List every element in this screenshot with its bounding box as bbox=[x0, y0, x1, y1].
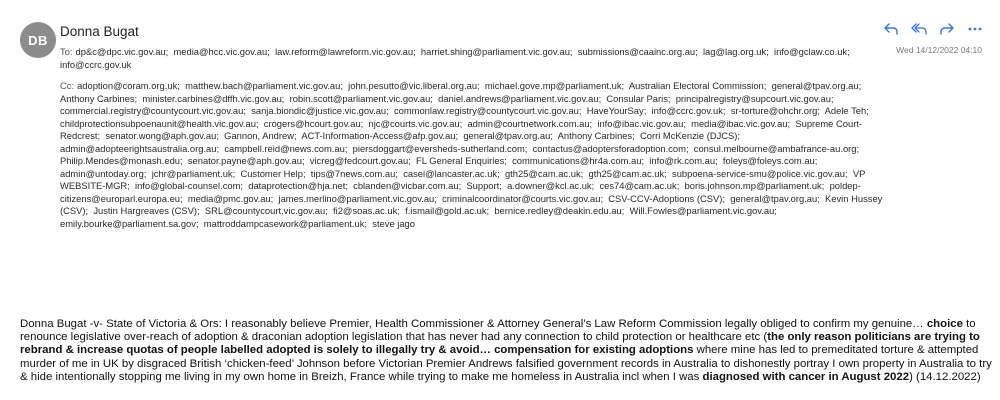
recipient-address[interactable]: info@ibac.vic.gov.au; bbox=[597, 117, 686, 129]
recipient-address[interactable]: HaveYourSay; bbox=[586, 105, 647, 116]
recipient-address[interactable]: Adele Teh; bbox=[824, 105, 869, 116]
recipient-address[interactable]: Justin Hargreaves (CSV); bbox=[93, 205, 200, 216]
recipient-address[interactable]: casei@lancaster.ac.uk; bbox=[403, 167, 500, 179]
recipient-address[interactable]: subpoena-service-smu@police.vic.gov.au; bbox=[672, 167, 848, 179]
recipient-address[interactable]: sanja.biondic@justice.vic.gov.au; bbox=[251, 105, 389, 116]
emphasis-text: choice bbox=[926, 318, 963, 330]
recipient-address[interactable]: Consular Paris; bbox=[606, 92, 671, 104]
recipient-address[interactable]: consul.melbourne@ambafrance-au.org; bbox=[693, 142, 860, 154]
recipient-address[interactable]: law.reform@lawreform.vic.gov.au; bbox=[275, 46, 416, 57]
recipient-address[interactable]: michael.gove.mp@parliament.uk; bbox=[484, 80, 625, 91]
recipient-address[interactable]: Corri McKenzie (DJCS); bbox=[640, 130, 741, 141]
recipient-address[interactable]: CSV-CCV-Adoptions (CSV); bbox=[608, 192, 725, 204]
cc-label: Cc: bbox=[60, 80, 75, 91]
recipient-address[interactable]: Supreme Court-Redcrest; bbox=[60, 117, 863, 141]
recipient-address[interactable]: john.pesutto@vic.liberal.org.au; bbox=[348, 80, 480, 91]
reply-icon[interactable] bbox=[882, 21, 900, 37]
recipient-address[interactable]: a.downer@kcl.ac.uk; bbox=[507, 180, 595, 191]
to-label: To: bbox=[60, 46, 73, 57]
recipient-address[interactable]: ACT-Information-Access@afp.gov.au; bbox=[301, 130, 459, 141]
recipient-address[interactable]: Gannon, Andrew; bbox=[224, 130, 297, 141]
recipient-address[interactable]: Anthony Carbines; bbox=[60, 92, 138, 104]
recipient-address[interactable]: info@gclaw.co.uk; bbox=[774, 46, 850, 57]
recipient-address[interactable]: fi2@soas.ac.uk; bbox=[333, 205, 400, 216]
body-text: ) (14.12.2022) bbox=[909, 370, 981, 383]
recipient-address[interactable]: VP WEBSITE-MGR; bbox=[60, 167, 866, 191]
recipient-address[interactable]: Kevin Hussey (CSV); bbox=[60, 192, 883, 216]
message-actions bbox=[882, 21, 984, 37]
recipient-address[interactable]: adoption@coram.org.uk; bbox=[77, 80, 180, 91]
recipient-address[interactable]: principalregistry@supcourt.vic.gov.au; bbox=[675, 92, 834, 104]
recipient-address[interactable]: FL General Enquiries; bbox=[416, 155, 507, 166]
recipient-address[interactable]: f.ismail@gold.ac.uk; bbox=[405, 205, 490, 216]
recipient-address[interactable]: minister.carbines@dffh.vic.gov.au; bbox=[142, 92, 285, 104]
body-text: Donna Bugat -v- State of Victoria & Ors: I reasonably believe Premier, Health Commissioner & Attorney General’s Law Reform Commission legally obliged to confirm my genuine… bbox=[20, 318, 927, 330]
to-recipients bbox=[60, 46, 888, 71]
recipient-address[interactable]: boris.johnson.mp@parliament.uk; bbox=[684, 180, 825, 191]
body-text: where mine has led to premeditated torture & attempted murder of me in UK by disgraced British ‘chicken-feed’ Johnson before Victorian Premier Andrews falsified government records in Australia to dishonestly portray I own property in Australia to try & hide intentionally stopping me living in my own home in Breizh, France while trying to make me homeless in Australia incl when I was bbox=[20, 344, 992, 383]
emphasis-text: the only reason politicians are trying to rebrand & increase quotas of people labelled adopted is solely to illegally try & avoid… compensation for existing adoptions bbox=[20, 331, 980, 357]
recipient-address[interactable]: childprotectionsubpoenaunit@health.vic.gov.au; bbox=[60, 117, 259, 129]
recipient-address[interactable]: gth25@cam.ac.uk; bbox=[504, 167, 584, 179]
recipient-address[interactable]: communications@hr4a.com.au; bbox=[512, 155, 645, 166]
recipient-address[interactable]: info@ccrc.gov.uk bbox=[60, 58, 132, 70]
message-body bbox=[20, 318, 992, 384]
message-date: Wed 14/12/2022 04:10 bbox=[896, 45, 982, 55]
recipient-address[interactable]: submissions@caainc.org.au; bbox=[577, 46, 698, 57]
recipient-address[interactable]: campbell.reid@news.com.au; bbox=[224, 142, 348, 154]
reply-all-icon[interactable] bbox=[910, 21, 928, 37]
recipient-address[interactable]: foleys@foleys.com.au; bbox=[722, 155, 818, 166]
recipient-address[interactable]: info@ccrc.gov.uk; bbox=[651, 105, 726, 116]
recipient-address[interactable]: cblanden@vicbar.com.au; bbox=[353, 180, 462, 191]
recipient-address[interactable]: gth25@cam.ac.uk; bbox=[588, 167, 667, 179]
recipient-address[interactable]: contactus@adoptersforadoption.com; bbox=[532, 142, 689, 154]
forward-icon[interactable] bbox=[938, 21, 956, 37]
recipient-address[interactable]: Customer Help; bbox=[240, 167, 306, 179]
more-icon[interactable] bbox=[966, 21, 984, 37]
recipient-address[interactable]: Australian Electoral Commission; bbox=[628, 80, 767, 91]
recipient-address[interactable]: senator.wong@aph.gov.au; bbox=[105, 130, 219, 141]
recipient-address[interactable]: general@tpav.org.au; bbox=[771, 80, 862, 91]
recipient-address[interactable]: senator.payne@aph.gov.au; bbox=[187, 155, 305, 166]
recipient-address[interactable]: Support; bbox=[466, 180, 502, 191]
recipient-address[interactable]: sr-torture@ohchr.org; bbox=[730, 105, 820, 116]
recipient-address[interactable]: bernice.redley@deakin.edu.au; bbox=[494, 205, 625, 216]
body-text: to renounce legislative over-reach of adoption & draconian adoption legislation that has never had any connection to child protection or healthcare etc ( bbox=[20, 318, 976, 344]
recipient-address[interactable]: dataprotection@hja.net; bbox=[248, 180, 348, 191]
recipient-address[interactable]: emily.bourke@parliament.sa.gov; bbox=[60, 217, 199, 229]
recipient-address[interactable]: media@pmc.gov.au; bbox=[187, 192, 274, 204]
recipient-address[interactable]: media@ibac.vic.gov.au; bbox=[691, 117, 791, 129]
emphasis-text: diagnosed with cancer in August 2022 bbox=[702, 370, 910, 383]
recipient-address[interactable]: matthew.bach@parliament.vic.gov.au; bbox=[185, 80, 343, 91]
recipient-address[interactable]: ces74@cam.ac.uk; bbox=[599, 180, 680, 191]
recipient-address[interactable]: crogers@hcourt.gov.au; bbox=[263, 117, 364, 129]
recipient-address[interactable]: poldep-citizens@europarl.europa.eu; bbox=[60, 180, 861, 204]
recipient-address[interactable]: steve jago bbox=[372, 217, 415, 229]
recipient-address[interactable]: info@rk.com.au; bbox=[649, 155, 718, 166]
recipient-address[interactable]: general@tpav.org.au; bbox=[730, 192, 820, 204]
to-list bbox=[60, 46, 852, 70]
recipient-address[interactable]: admin@courtnetwork.com.au; bbox=[467, 117, 593, 129]
recipient-address[interactable]: harriet.shing@parliament.vic.gov.au; bbox=[420, 46, 573, 57]
recipient-address[interactable]: tips@7news.com.au; bbox=[310, 167, 398, 179]
recipient-address[interactable]: SRL@countycourt.vic.gov.au; bbox=[204, 205, 328, 216]
recipient-address[interactable]: njc@courts.vic.gov.au; bbox=[368, 117, 463, 129]
recipient-address[interactable]: james.merlino@parliament.vic.gov.au; bbox=[278, 192, 437, 204]
recipient-address[interactable]: vicreg@fedcourt.gov.au; bbox=[309, 155, 411, 166]
recipient-address[interactable]: admin@untoday.org; bbox=[60, 167, 147, 179]
recipient-address[interactable]: jchr@parliament.uk; bbox=[151, 167, 236, 179]
recipient-address[interactable]: robin.scott@parliament.vic.gov.au; bbox=[289, 92, 433, 104]
recipient-address[interactable]: commonlaw.registry@countycourt.vic.gov.au; bbox=[393, 105, 582, 116]
avatar: DB bbox=[20, 22, 56, 58]
recipient-address[interactable]: mattroddampcasework@parliament.uk; bbox=[203, 217, 368, 229]
recipient-address[interactable]: commercial.registry@countycourt.vic.gov.au; bbox=[60, 105, 246, 116]
recipient-address[interactable]: admin@adopteerightsaustralia.org.au; bbox=[60, 142, 220, 154]
cc-list bbox=[60, 80, 882, 229]
recipient-address[interactable]: general@tpav.org.au; bbox=[463, 130, 553, 141]
recipient-address[interactable]: lag@lag.org.uk; bbox=[702, 46, 769, 57]
recipient-address[interactable]: Philip.Mendes@monash.edu; bbox=[60, 155, 183, 166]
recipient-address[interactable]: criminalcoordinator@courts.vic.gov.au; bbox=[442, 192, 604, 204]
recipient-address[interactable]: piersdoggart@eversheds-sutherland.com; bbox=[352, 142, 528, 154]
cc-recipients bbox=[60, 80, 890, 230]
recipient-address[interactable]: daniel.andrews@parliament.vic.gov.au; bbox=[438, 92, 602, 104]
recipient-address[interactable]: info@global-counsel.com; bbox=[135, 180, 244, 191]
recipient-address[interactable]: media@hcc.vic.gov.au; bbox=[173, 46, 270, 57]
recipient-address[interactable]: Will.Fowles@parliament.vic.gov.au; bbox=[629, 205, 777, 216]
recipient-address[interactable]: Anthony Carbines; bbox=[557, 130, 635, 141]
recipient-address[interactable]: dp&c@dpc.vic.gov.au; bbox=[75, 46, 169, 57]
sender-name[interactable]: Donna Bugat bbox=[60, 24, 139, 39]
